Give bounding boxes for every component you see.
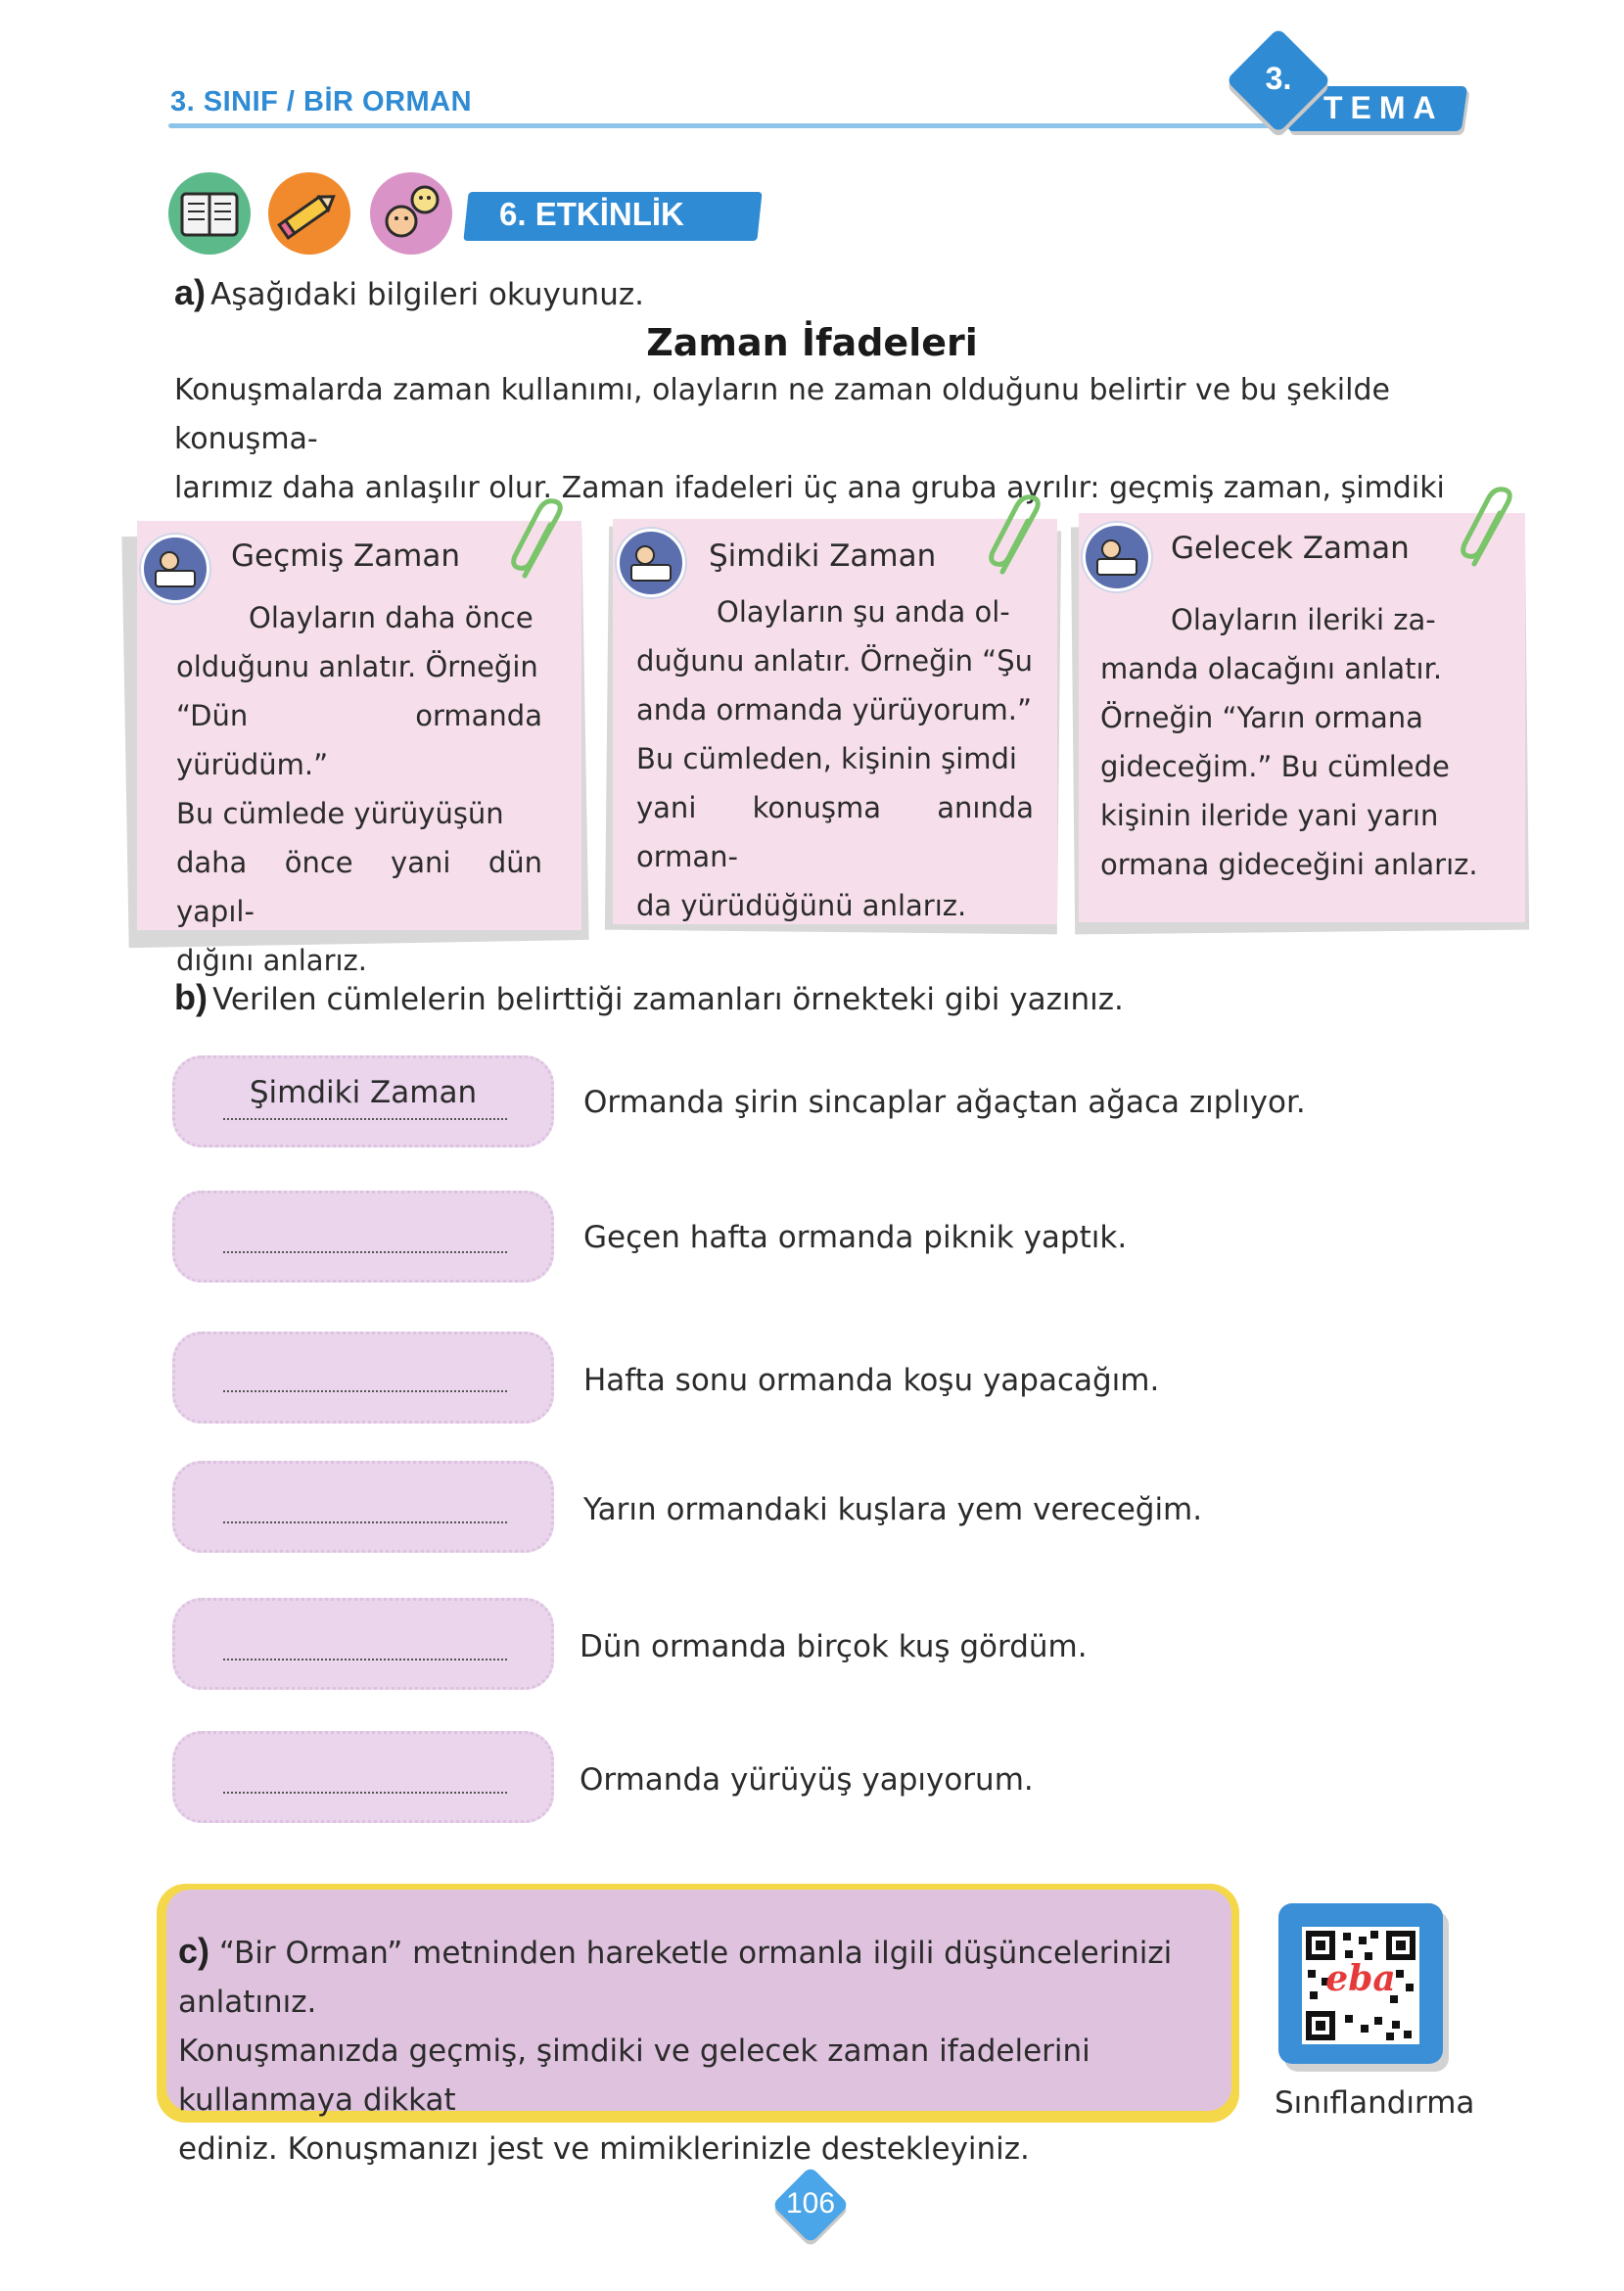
section-a-label: a) [174,272,207,312]
section-b-label: b) [174,977,208,1017]
section-a-instruction: Aşağıdaki bilgileri okuyunuz. [210,277,644,312]
note-line: ormana gideceğini anlarız. [1100,848,1478,881]
section-c-line: ediniz. Konuşmanızı jest ve mimiklerinizle destekleyiniz. [178,2131,1030,2167]
answer-example-text: Şimdiki Zaman [249,1075,478,1110]
theme-label: TEMA [1323,90,1444,125]
note-line: manda olacağını anlatır. [1100,652,1443,685]
intro-line: larımız daha anlaşılır olur. Zaman ifadeleri üç ana gruba ayrılır: geçmiş zaman, şimdiki [174,471,1445,505]
note-line: Örneğin “Yarın ormana [1100,701,1423,734]
sentence-text: Ormanda şirin sincaplar ağaçtan ağaca zıplıyor. [583,1085,1306,1120]
note-line: yani konuşma anında orman- [636,791,1034,873]
answer-box[interactable] [172,1461,554,1553]
paperclip-icon [1457,486,1525,578]
section-a-heading [174,270,644,319]
section-c-line [178,1927,1216,2027]
answer-line [223,1521,507,1523]
reading-person-icon [1083,523,1151,591]
note-body [1100,595,1498,889]
section-title: Zaman İfadeleri [646,321,978,364]
paperclip-icon [507,497,576,589]
note-future-tense [1079,513,1525,922]
answer-box[interactable] [172,1731,554,1823]
theme-number: 3. [1265,61,1292,96]
note-present-tense [613,519,1057,924]
note-line: “Dün ormanda yürüdüm.” [176,699,542,781]
header-divider [168,123,1289,128]
book-icon [168,172,251,255]
answer-line [223,1390,507,1392]
sentence-text: Yarın ormandaki kuşlara yem vereceğim. [583,1492,1203,1527]
sentence-text: Geçen hafta ormanda piknik yaptık. [583,1220,1128,1255]
sentence-text: Hafta sonu ormanda koşu yapacağım. [583,1363,1160,1398]
section-b-instruction: Verilen cümlelerin belirttiği zamanları örnekteki gibi yazınız. [212,982,1124,1017]
note-line: duğunu anlatır. Örneğin “Şu [636,644,1033,678]
speaking-faces-icon [370,172,452,255]
note-line: anda ormanda yürüyorum.” [636,693,1033,726]
note-body [636,587,1034,930]
note-title: Geçmiş Zaman [231,538,461,574]
answer-line [223,1792,507,1794]
note-line: gideceğim.” Bu cümlede [1100,750,1450,783]
answer-line [223,1659,507,1660]
paperclip-icon [985,493,1053,585]
note-line: Bu cümleden, kişinin şimdi [636,742,1017,775]
note-line: daha önce yani dün yapıl- [176,846,542,928]
eba-logo: eba [1325,1958,1396,1999]
activity-label: 6. ETKİNLİK [499,196,684,232]
note-line: kişinin ileride yani yarın [1100,799,1439,832]
note-line: Olayların ileriki za- [1171,603,1436,636]
page-number: 106 [785,2187,836,2220]
intro-line: Konuşmalarda zaman kullanımı, olayların ne zaman olduğunu belirtir ve bu şekilde konuşma- [174,373,1390,456]
section-c-line: Konuşmanızda geçmiş, şimdiki ve gelecek zaman ifadelerini kullanmaya dikkat [178,2034,1090,2118]
section-c-text [178,1927,1216,2174]
answer-box[interactable] [172,1191,554,1283]
answer-line [223,1118,507,1120]
note-line: Olayların daha önce [249,601,534,634]
pencil-icon [268,172,350,255]
note-past-tense [137,521,581,977]
breadcrumb: 3. SINIF / BİR ORMAN [170,86,473,117]
note-line: dığını anlarız. [176,944,367,977]
note-line: olduğunu anlatır. Örneğin [176,650,538,683]
section-c-label: c) [178,1931,210,1971]
note-line: Bu cümlede yürüyüşün [176,797,504,830]
note-title: Gelecek Zaman [1171,531,1410,566]
note-body [176,593,542,985]
note-title: Şimdiki Zaman [709,538,937,574]
note-line: Olayların şu anda ol- [717,595,1010,629]
sentence-text: Dün ormanda birçok kuş gördüm. [580,1629,1088,1664]
note-line: da yürüdüğünü anlarız. [636,889,967,922]
qr-caption: Sınıflandırma [1275,2085,1475,2121]
answer-box[interactable] [172,1332,554,1424]
section-b-heading [174,975,1124,1024]
answer-box[interactable] [172,1598,554,1690]
sentence-text: Ormanda yürüyüş yapıyorum. [580,1762,1034,1798]
section-c-line-text: “Bir Orman” metninden hareketle ormanla ilgili düşüncelerinizi anlatınız. [178,1936,1173,2020]
answer-line [223,1251,507,1253]
